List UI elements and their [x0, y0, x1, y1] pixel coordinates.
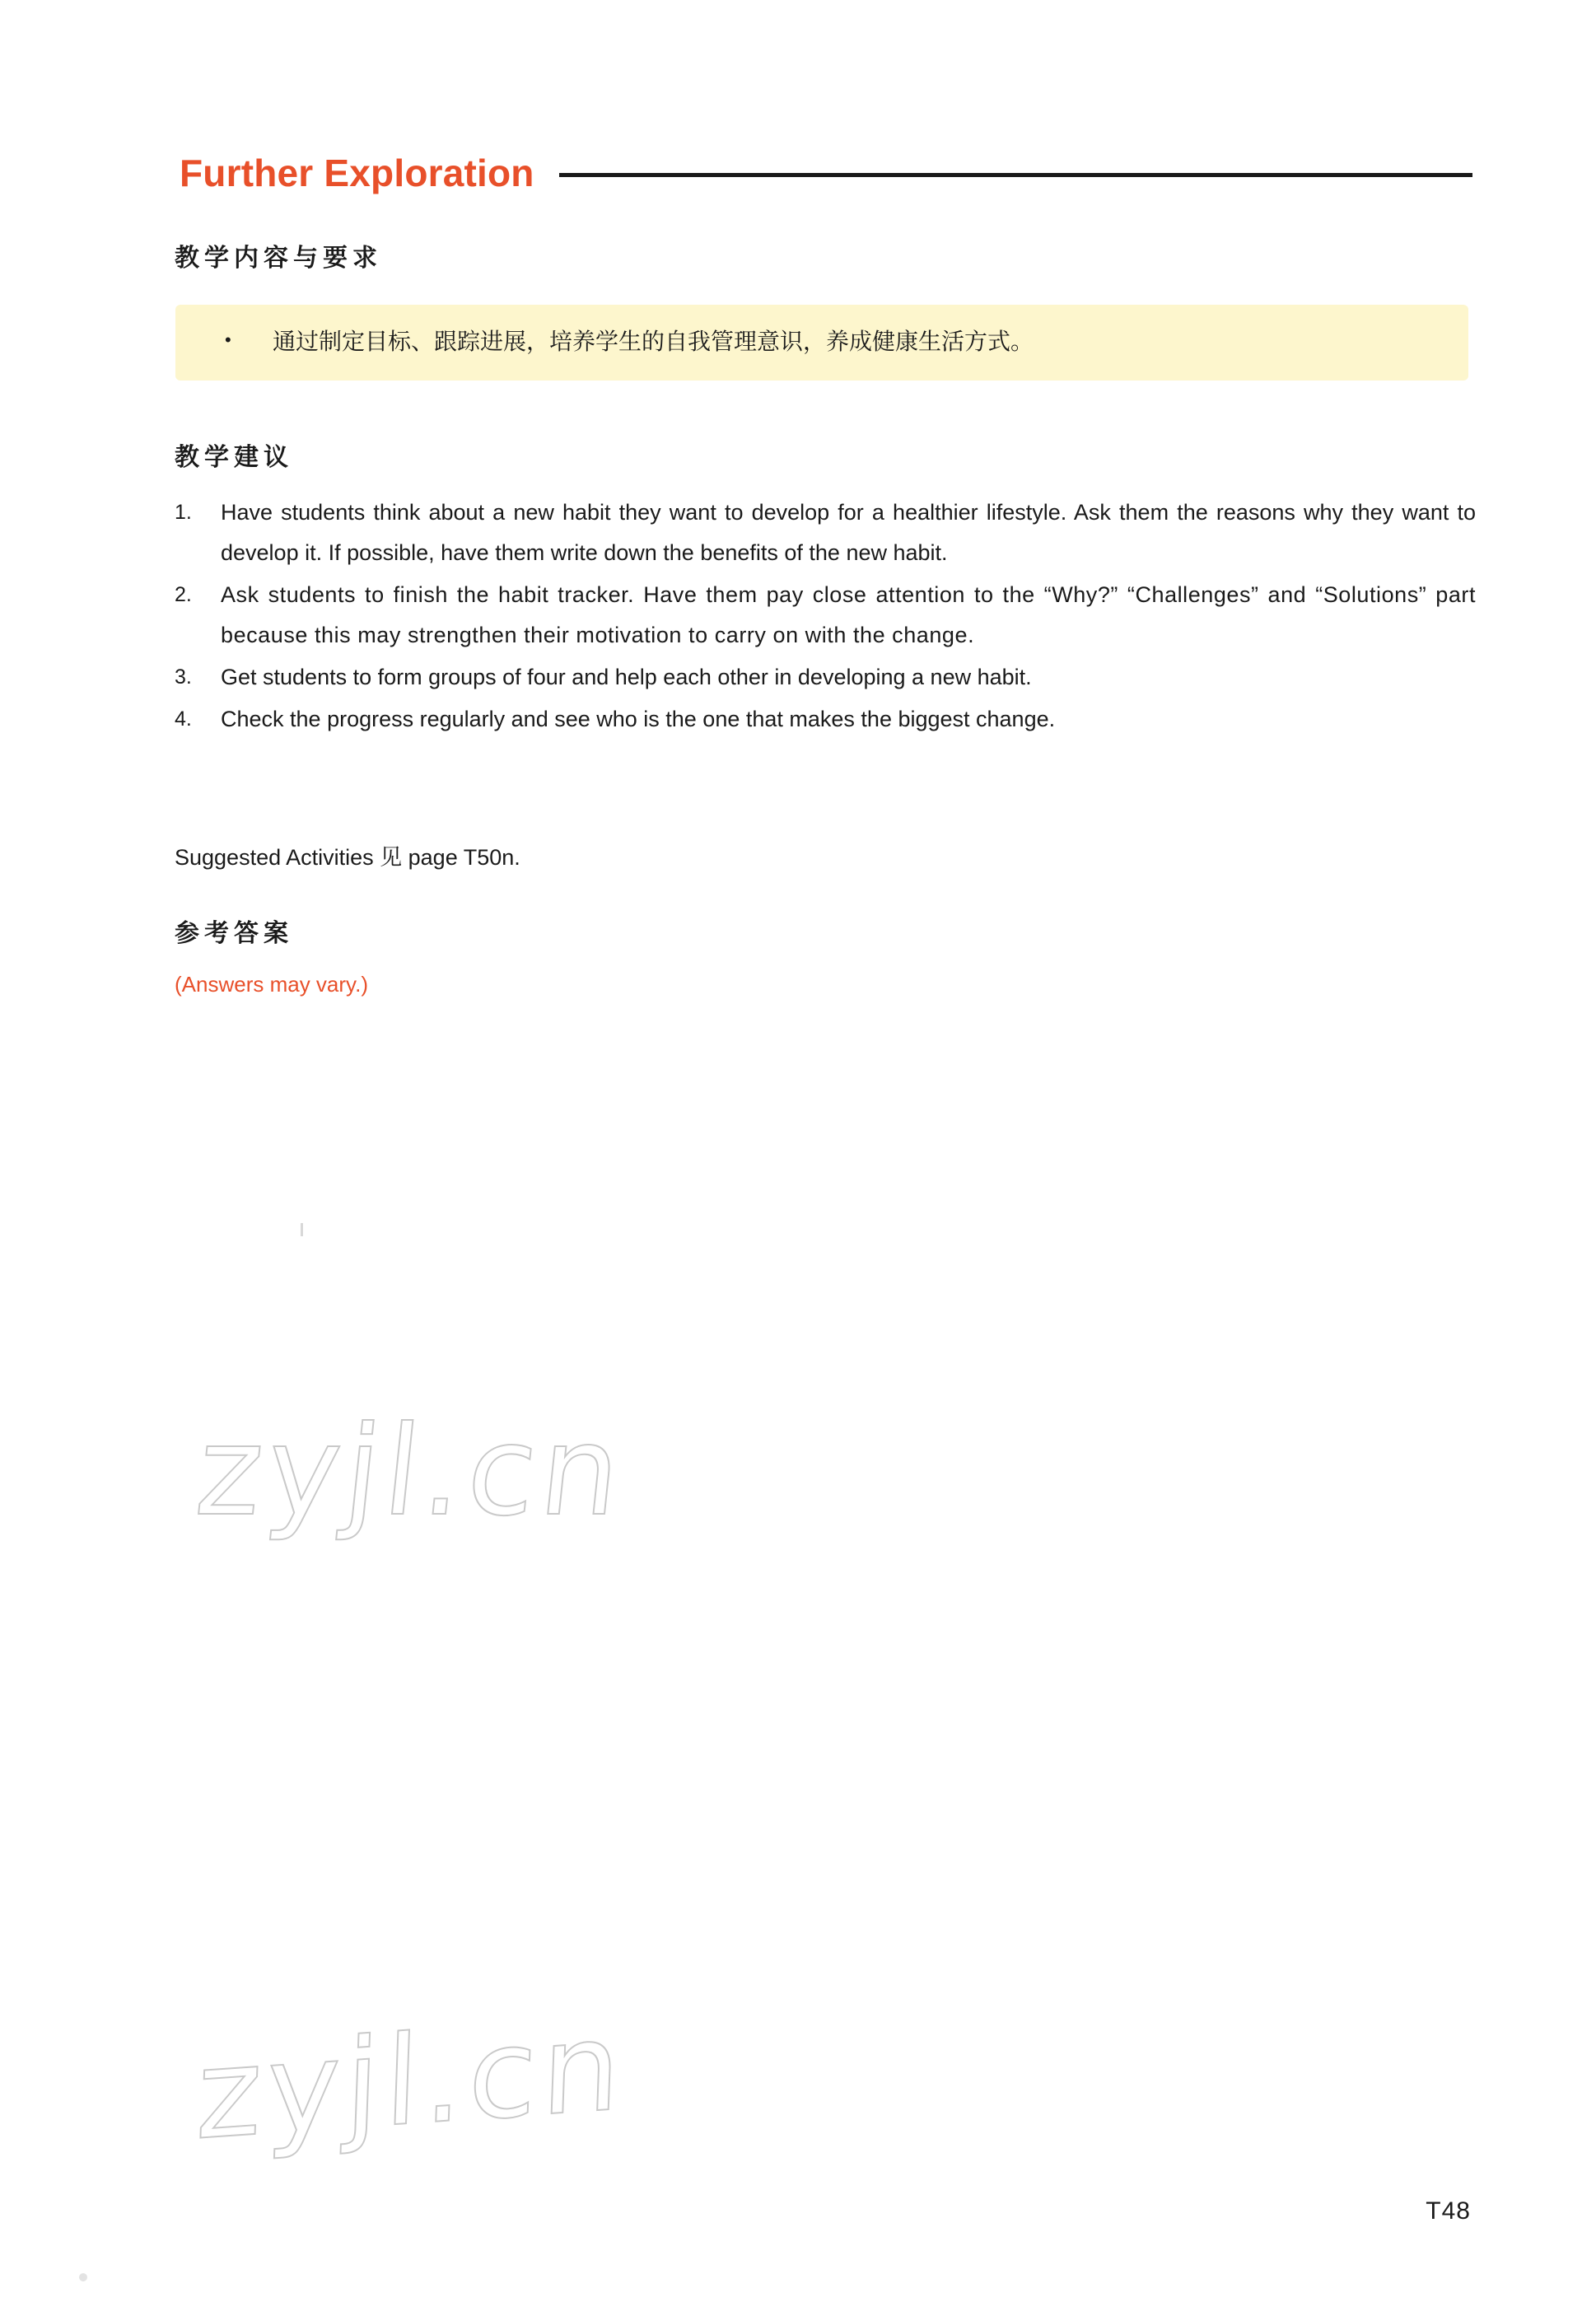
heading-teaching-advice: 教学建议 — [175, 444, 293, 471]
list-item-number: 1. — [175, 501, 192, 524]
heading-content-requirements: 教学内容与要求 — [175, 245, 382, 272]
corner-artifact — [79, 2273, 87, 2281]
bullet-icon: • — [225, 329, 231, 350]
callout-text: 通过制定目标、跟踪进展，培养学生的自我管理意识，养成健康生活方式。 — [273, 329, 1034, 354]
list-item — [175, 493, 1476, 573]
answers-note: (Answers may vary.) — [175, 972, 368, 997]
suggested-activities-note: Suggested Activities 见 page T50n. — [175, 845, 520, 870]
advice-list — [175, 493, 1476, 741]
stray-mark — [301, 1223, 303, 1236]
header-divider — [559, 173, 1472, 177]
watermark-secondary: zyjl.cn — [194, 1995, 628, 2168]
list-item-number: 4. — [175, 707, 192, 731]
watermark-primary: zyjl.cn — [189, 1400, 632, 1543]
requirements-callout — [175, 305, 1468, 381]
list-item-text: Have students think about a new habit they want to develop for a healthier lifestyle. Ask them the reasons why they want to develop it. If possible, have them write down the benefits of the new habit. — [221, 500, 1476, 565]
list-item — [175, 575, 1476, 656]
list-item — [175, 657, 1476, 698]
heading-reference-answers: 参考答案 — [175, 920, 293, 947]
page-title: Further Exploration — [180, 152, 534, 194]
list-item — [175, 699, 1476, 740]
section-header — [180, 144, 1472, 202]
list-item-number: 2. — [175, 583, 192, 606]
list-item-text: Get students to form groups of four and help each other in developing a new habit. — [221, 665, 1032, 689]
page-number: T48 — [1426, 2197, 1471, 2225]
list-item-number: 3. — [175, 665, 192, 689]
list-item-text: Ask students to finish the habit tracker. Have them pay close attention to the “Why?” “Challenges” and “Solutions” part because this may strengthen their motivation to carry on with the change. — [221, 582, 1476, 647]
list-item-text: Check the progress regularly and see who is the one that makes the biggest change. — [221, 707, 1056, 731]
